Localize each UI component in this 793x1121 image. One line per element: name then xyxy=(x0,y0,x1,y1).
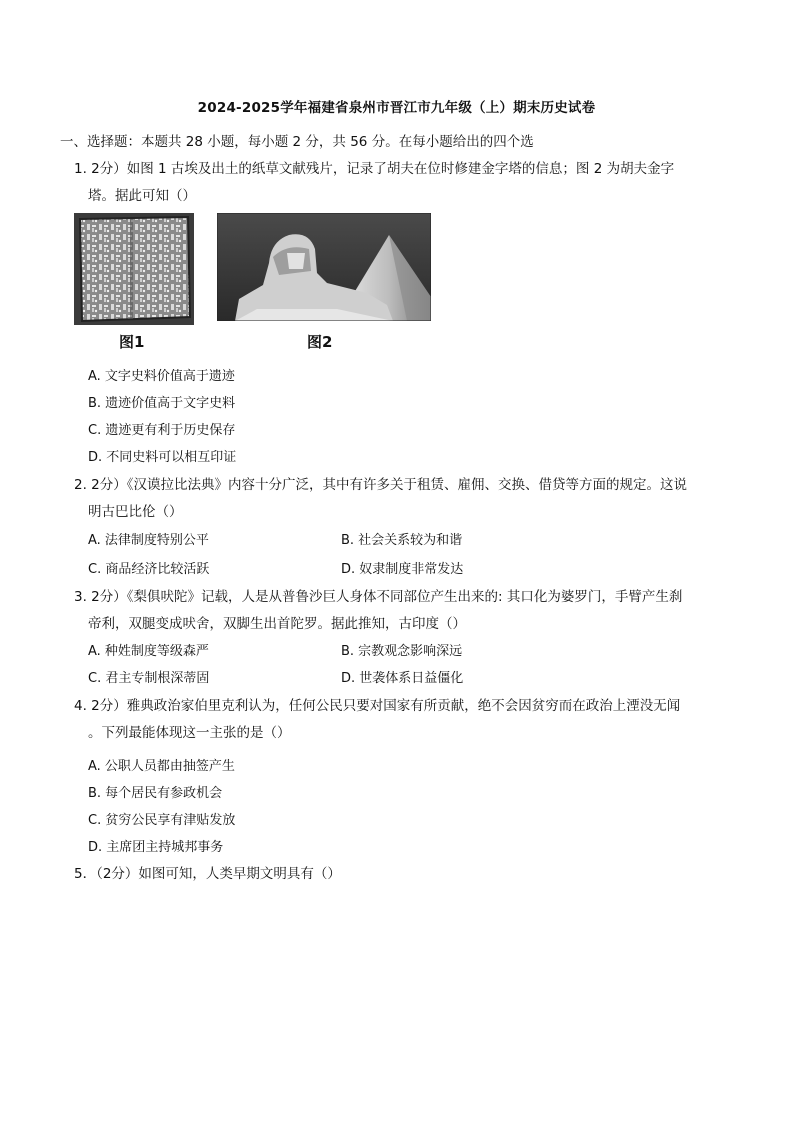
q3-option-d[interactable]: D. 世袭体系日益僵化 xyxy=(341,671,464,686)
q4-option-a[interactable]: A. 公职人员都由抽签产生 xyxy=(88,759,235,774)
question-3-stem: 3. 2分）《梨俱吠陀》记载，人是从普鲁沙巨人身体不同部位产生出来的: 其口化为婆罗门，手臂产生刹 xyxy=(74,589,683,605)
q1-option-b[interactable]: B. 遗迹价值高于文字史料 xyxy=(88,396,236,411)
q2-option-b[interactable]: B. 社会关系较为和谐 xyxy=(341,533,463,548)
question-4-stem-cont: 。下列最能体现这一主张的是（） xyxy=(88,725,291,741)
question-2-stem: 2. 2分）《汉谟拉比法典》内容十分广泛，其中有许多关于租赁、雇佣、交换、借贷等方面的规定。这说 xyxy=(74,477,688,493)
q4-option-c[interactable]: C. 贫穷公民享有津贴发放 xyxy=(88,813,236,828)
figure-2-caption: 图2 xyxy=(307,333,333,351)
q3-option-a[interactable]: A. 种姓制度等级森严 xyxy=(88,644,209,659)
section-heading: 一、选择题：本题共 28 小题，每小题 2 分，共 56 分。在每小题给出的四个选 xyxy=(60,134,534,150)
question-4-stem: 4. 2分）雅典政治家伯里克利认为，任何公民只要对国家有所贡献，绝不会因贫穷而在政治上湮没无闻 xyxy=(74,698,681,714)
q4-option-d[interactable]: D. 主席团主持城邦事务 xyxy=(88,840,224,855)
q3-option-c[interactable]: C. 君主专制根深蒂固 xyxy=(88,671,210,686)
figure-1-caption: 图1 xyxy=(119,333,145,351)
question-1-stem: 1. 2分）如图 1 古埃及出土的纸草文献残片，记录了胡夫在位时修建金字塔的信息；图 2 为胡夫金字 xyxy=(74,161,675,177)
question-1-stem-cont: 塔。据此可知（） xyxy=(88,188,196,204)
q4-option-b[interactable]: B. 每个居民有参政机会 xyxy=(88,786,223,801)
question-3-stem-cont: 帝利，双腿变成吠舍，双脚生出首陀罗。据此推知，古印度（） xyxy=(88,616,466,632)
question-5-stem: 5．（2分）如图可知，人类早期文明具有（） xyxy=(74,866,341,882)
q2-option-a[interactable]: A. 法律制度特别公平 xyxy=(88,533,209,548)
page-title: 2024-2025学年福建省泉州市晋江市九年级（上）期末历史试卷 xyxy=(197,100,596,116)
q2-option-c[interactable]: C. 商品经济比较活跃 xyxy=(88,562,210,577)
q3-option-b[interactable]: B. 宗教观念影响深远 xyxy=(341,644,463,659)
q2-option-d[interactable]: D. 奴隶制度非常发达 xyxy=(341,562,464,577)
question-2-stem-cont: 明古巴比伦（） xyxy=(88,504,183,520)
papyrus-fragment-image xyxy=(74,213,194,325)
sphinx-pyramid-image xyxy=(217,213,431,321)
q1-option-a[interactable]: A. 文字史料价值高于遗迹 xyxy=(88,369,235,384)
q1-option-d[interactable]: D. 不同史料可以相互印证 xyxy=(88,450,237,465)
q1-option-c[interactable]: C. 遗迹更有利于历史保存 xyxy=(88,423,236,438)
